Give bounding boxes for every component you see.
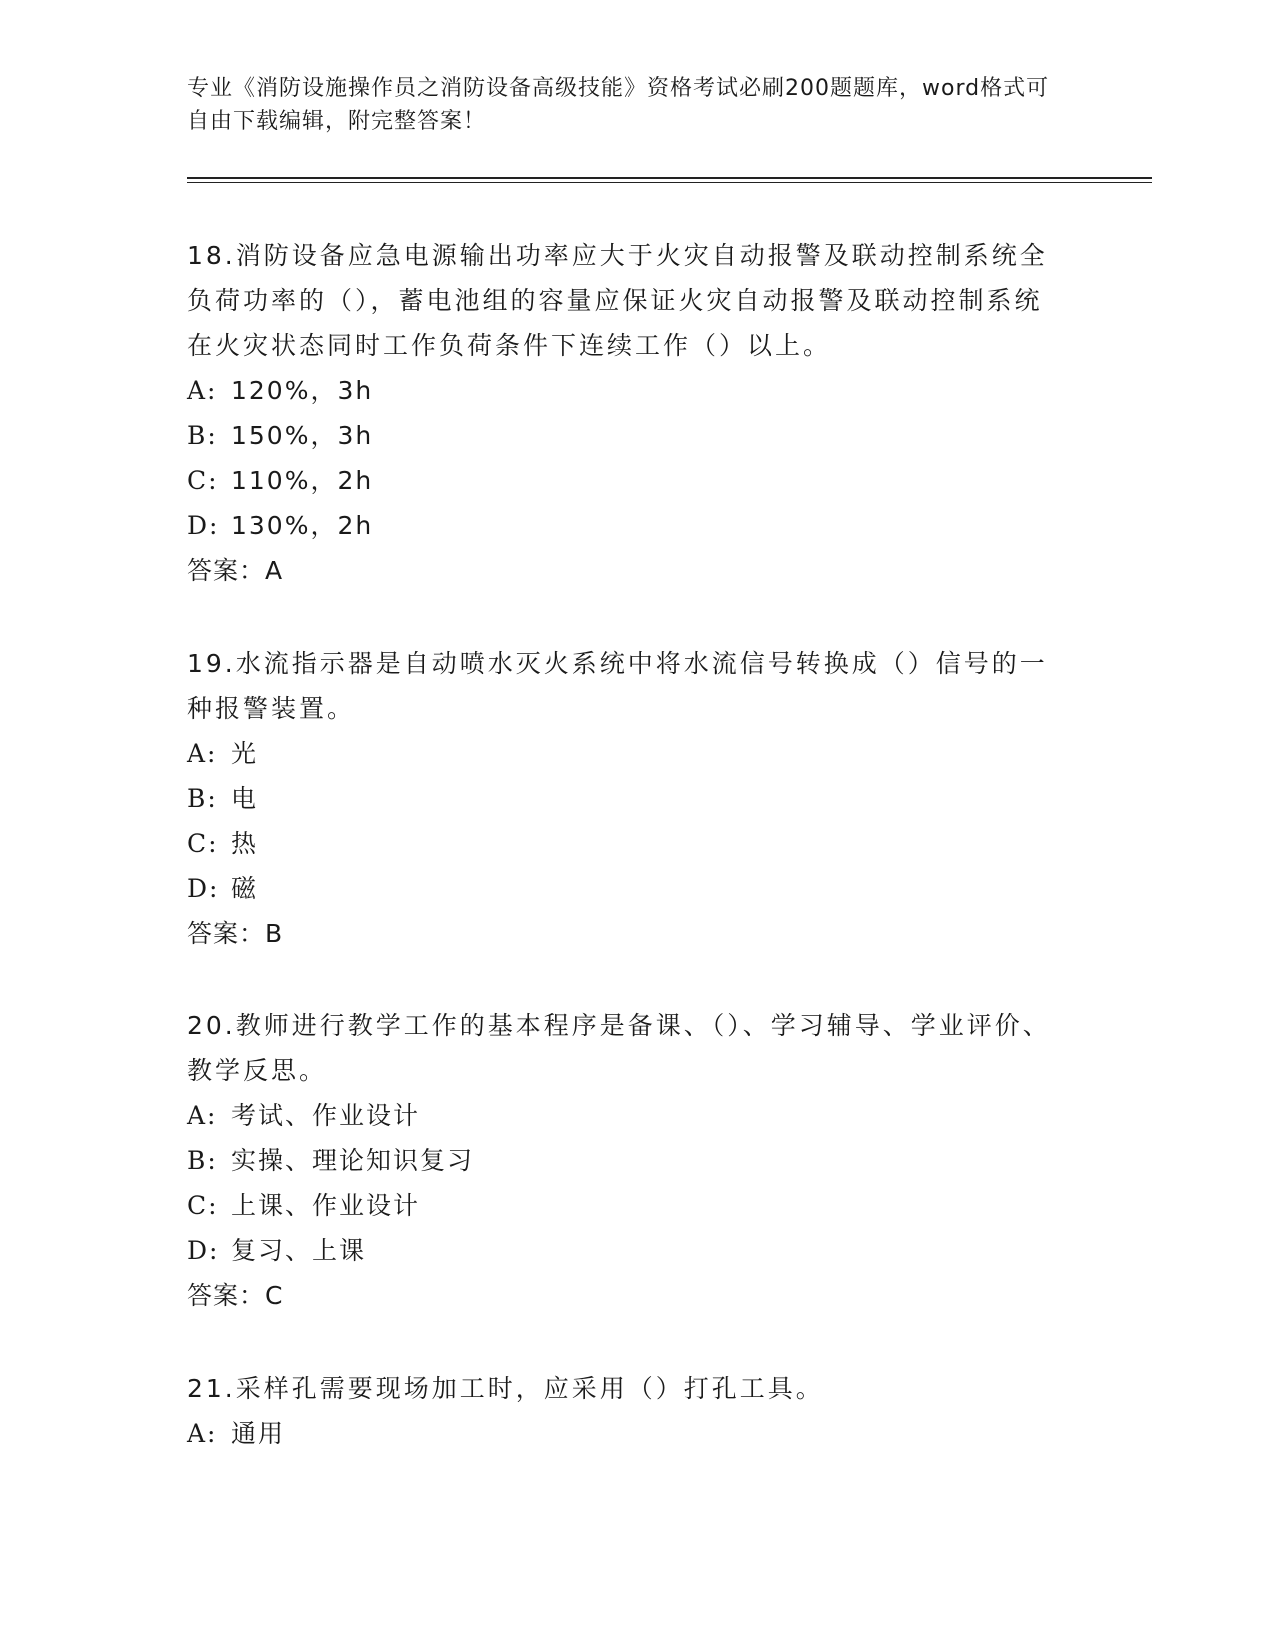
header-divider-thick bbox=[187, 177, 1152, 179]
question-18 bbox=[187, 233, 1067, 593]
option-letter: B: bbox=[187, 1146, 218, 1175]
question-stem: 18.消防设备应急电源输出功率应大于火灾自动报警及联动控制系统全负荷功率的（），蓄电池组的容量应保证火灾自动报警及联动控制系统在火灾状态同时工作负荷条件下连续工作（）以上。 bbox=[187, 241, 1048, 360]
option-text: 电 bbox=[231, 784, 259, 813]
option-letter: C: bbox=[187, 1191, 219, 1220]
question-stem: 19.水流指示器是自动喷水灭火系统中将水流信号转换成（）信号的一种报警装置。 bbox=[187, 649, 1048, 723]
option-text: 复习、上课 bbox=[231, 1236, 367, 1265]
option-letter: D: bbox=[187, 1236, 220, 1265]
answer-line: 答案：A bbox=[187, 556, 284, 585]
option-letter: A: bbox=[187, 1101, 218, 1130]
option-text: 光 bbox=[231, 739, 259, 768]
question-20 bbox=[187, 1003, 1067, 1318]
option-letter: C: bbox=[187, 829, 219, 858]
option-d bbox=[187, 503, 1067, 548]
document-intro: 专业《消防设施操作员之消防设备高级技能》资格考试必刷200题题库，word格式可自由下载编辑，附完整答案！ bbox=[187, 76, 1050, 134]
option-d bbox=[187, 1228, 1067, 1273]
option-c bbox=[187, 821, 1067, 866]
answer-line: 答案：C bbox=[187, 1281, 284, 1310]
option-text: 考试、作业设计 bbox=[231, 1101, 421, 1130]
option-letter: D: bbox=[187, 511, 220, 540]
option-text: 热 bbox=[231, 829, 259, 858]
option-b bbox=[187, 776, 1067, 821]
question-21 bbox=[187, 1366, 1067, 1456]
option-b bbox=[187, 1138, 1067, 1183]
option-text: 磁 bbox=[231, 874, 259, 903]
option-d bbox=[187, 866, 1067, 911]
option-letter: C: bbox=[187, 466, 219, 495]
option-text: 通用 bbox=[231, 1419, 286, 1448]
option-text: 110%，2h bbox=[231, 466, 374, 495]
answer-line: 答案：B bbox=[187, 919, 284, 948]
option-letter: A: bbox=[187, 376, 218, 405]
option-text: 上课、作业设计 bbox=[231, 1191, 421, 1220]
question-stem: 21.采样孔需要现场加工时，应采用（）打孔工具。 bbox=[187, 1374, 824, 1403]
option-letter: B: bbox=[187, 421, 218, 450]
header-divider-thin bbox=[187, 182, 1152, 183]
option-letter: B: bbox=[187, 784, 218, 813]
option-letter: A: bbox=[187, 739, 218, 768]
option-a bbox=[187, 368, 1067, 413]
option-text: 120%，3h bbox=[231, 376, 374, 405]
option-letter: A: bbox=[187, 1419, 218, 1448]
question-stem: 20.教师进行教学工作的基本程序是备课、（）、学习辅导、学业评价、教学反思。 bbox=[187, 1011, 1051, 1085]
option-c bbox=[187, 1183, 1067, 1228]
option-a bbox=[187, 731, 1067, 776]
option-a bbox=[187, 1411, 1067, 1456]
option-b bbox=[187, 413, 1067, 458]
option-text: 130%，2h bbox=[231, 511, 374, 540]
option-letter: D: bbox=[187, 874, 220, 903]
question-19 bbox=[187, 641, 1067, 956]
option-c bbox=[187, 458, 1067, 503]
option-text: 实操、理论知识复习 bbox=[231, 1146, 475, 1175]
option-a bbox=[187, 1093, 1067, 1138]
option-text: 150%，3h bbox=[231, 421, 374, 450]
